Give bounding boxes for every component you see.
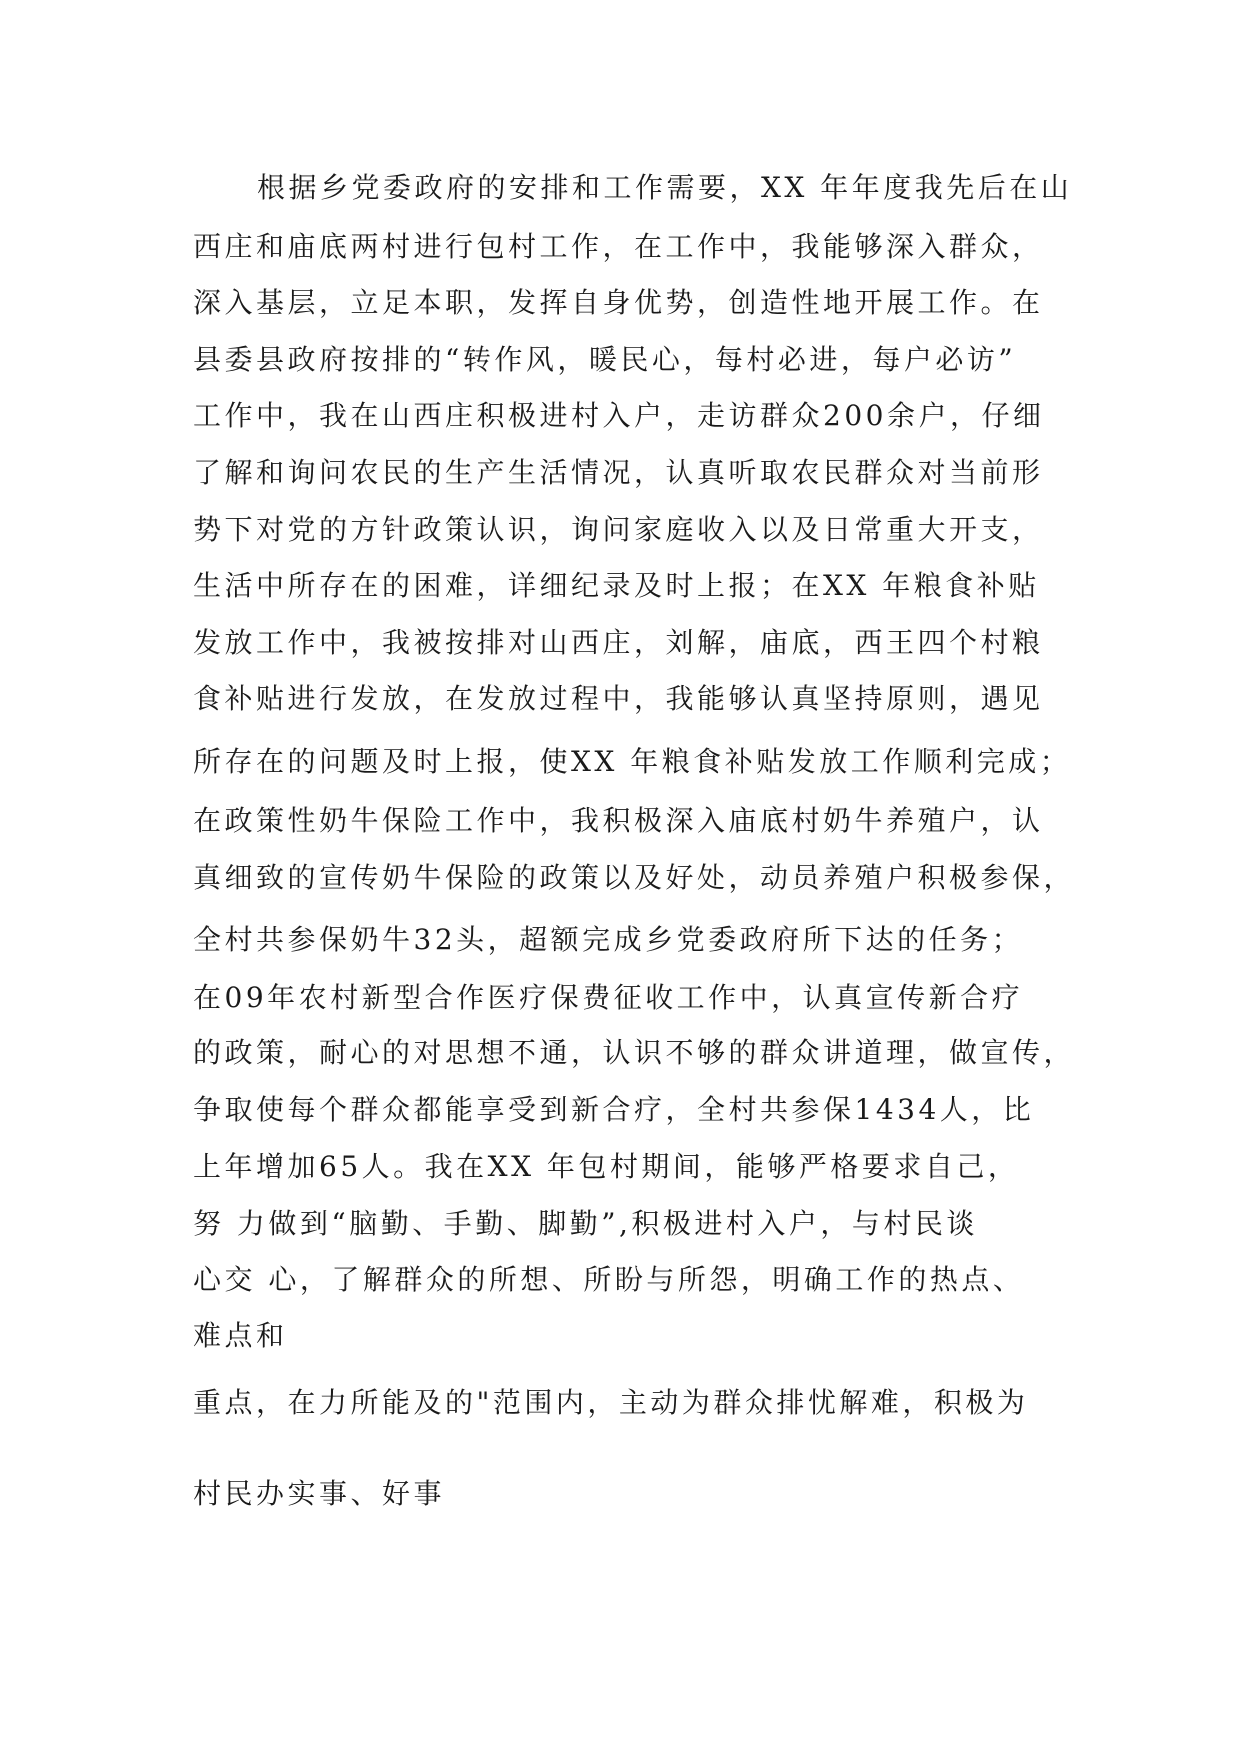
text-line: 根据乡党委政府的安排和工作需要，XX 年年度我先后在山	[257, 171, 1073, 204]
text-line: 西庄和庙底两村进行包村工作，在工作中，我能够深入群众，	[193, 230, 1044, 263]
text-line: 生活中所存在的困难，详细纪录及时上报；在XX 年粮食补贴	[193, 569, 1040, 602]
text-line: 村民办实事、好事	[193, 1477, 446, 1510]
text-line: 心交 心，了解群众的所想、所盼与所怨，明确工作的热点、	[193, 1263, 1025, 1296]
text-line: 真细致的宣传奶牛保险的政策以及好处，动员养殖户积极参保，	[193, 861, 1076, 894]
text-line: 全村共参保奶牛32头，超额完成乡党委政府所下达的任务；	[193, 923, 1024, 956]
text-line: 在09年农村新型合作医疗保费征收工作中，认真宣传新合疗	[193, 981, 1024, 1014]
text-line: 努 力做到“脑勤、手勤、脚勤”,积极进村入户，与村民谈	[193, 1207, 978, 1240]
text-line: 在政策性奶牛保险工作中，我积极深入庙底村奶牛养殖户，认	[193, 804, 1044, 837]
text-line: 上年增加65人。我在XX 年包村期间，能够严格要求自己，	[193, 1150, 1020, 1183]
text-line: 的政策，耐心的对思想不通，认识不够的群众讲道理，做宣传，	[193, 1036, 1076, 1069]
text-line: 发放工作中，我被按排对山西庄，刘解，庙底，西王四个村粮	[193, 626, 1044, 659]
text-line: 争取使每个群众都能享受到新合疗，全村共参保1434人，比	[193, 1093, 1035, 1126]
text-line: 了解和询问农民的生产生活情况，认真听取农民群众对当前形	[193, 456, 1044, 489]
text-line: 重点，在力所能及的"范围内，主动为群众排忧解难，积极为	[193, 1386, 1029, 1419]
text-line: 所存在的问题及时上报，使XX 年粮食补贴发放工作顺利完成；	[193, 745, 1072, 778]
text-line: 食补贴进行发放，在发放过程中，我能够认真坚持原则，遇见	[193, 682, 1044, 715]
text-line: 工作中，我在山西庄积极进村入户，走访群众200余户，仔细	[193, 399, 1045, 432]
text-line: 势下对党的方针政策认识，询问家庭收入以及日常重大开支，	[193, 513, 1044, 546]
text-line: 县委县政府按排的“转作风，暖民心，每村必进，每户必访”	[193, 343, 1017, 376]
text-line: 难点和	[193, 1319, 288, 1352]
text-line: 深入基层，立足本职，发挥自身优势，创造性地开展工作。在	[193, 286, 1044, 319]
